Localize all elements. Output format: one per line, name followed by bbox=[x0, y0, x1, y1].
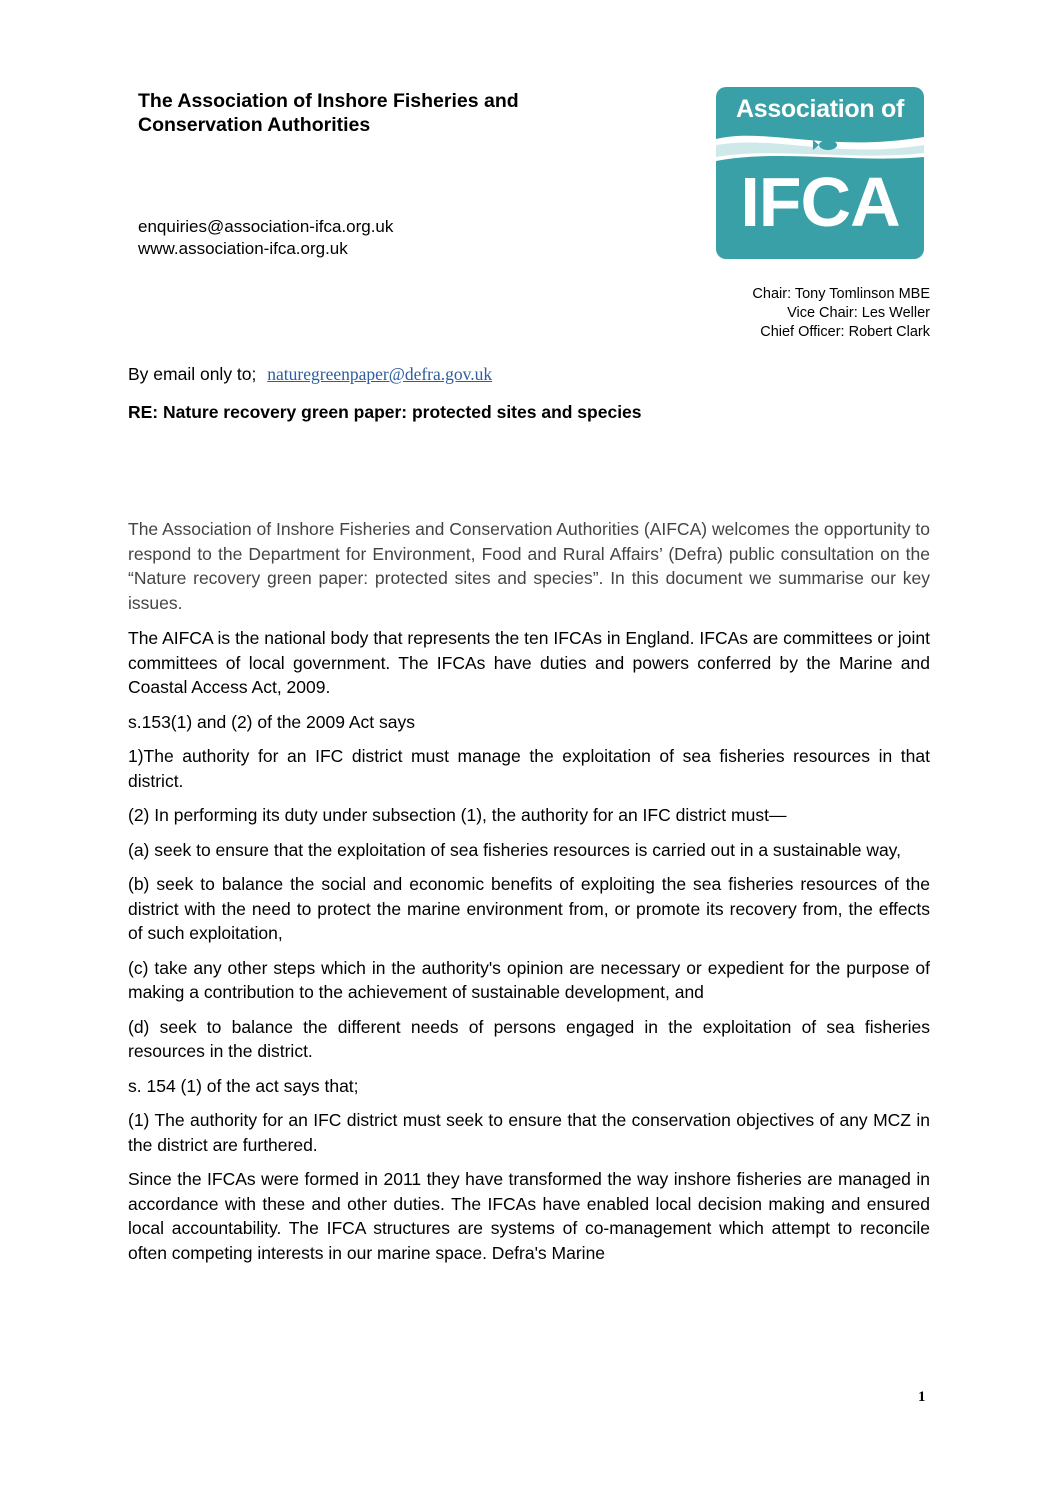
paragraph: The Association of Inshore Fisheries and Conservation Authorities (AIFCA) welcomes the opportunity to respond to the Department for Environment, Food and Rural Affairs’ (Defra) public consultation on the “Nature recovery green paper: protected sites and species”. In this document we summarise our key issues. bbox=[128, 519, 930, 613]
logo-big-text: IFCA bbox=[740, 163, 900, 241]
chair: Chair: Tony Tomlinson MBE bbox=[752, 286, 930, 302]
vice-chair: Vice Chair: Les Weller bbox=[787, 305, 930, 321]
paragraph: 1)The authority for an IFC district must manage the exploitation of sea fisheries resources in that district. bbox=[128, 746, 930, 791]
paragraph: (a) seek to ensure that the exploitation of sea fisheries resources is carried out in a sustainable way, bbox=[128, 839, 901, 860]
paragraph: (2) In performing its duty under subsection (1), the authority for an IFC district must— bbox=[128, 805, 787, 825]
contact-website: www.association-ifca.org.uk bbox=[138, 239, 348, 258]
page-number: 1 bbox=[918, 1389, 926, 1405]
paragraph: (c) take any other steps which in the authority's opinion are necessary or expedient for the purpose of making a contribution to the achievement of sustainable development, and bbox=[128, 957, 930, 1002]
chief-officer: Chief Officer: Robert Clark bbox=[760, 324, 930, 340]
fish-icon bbox=[819, 140, 837, 150]
paragraph: (1) The authority for an IFC district must seek to ensure that the conservation objectives of any MCZ in the district are furthered. bbox=[128, 1110, 930, 1155]
paragraph: (b) seek to balance the social and economic benefits of exploiting the sea fisheries resources of the district with the need to protect the marine environment from, or promote its recovery from, the effects of such exploitation, bbox=[128, 874, 930, 943]
contact-details bbox=[138, 216, 393, 260]
recipient-line bbox=[128, 364, 492, 385]
paragraph: Since the IFCAs were formed in 2011 they have transformed the way inshore fisheries are managed in accordance with these and other duties. The IFCAs have enabled local decision making and ensured local accountability. The IFCA structures are systems of co-management which attempt to reconcile often competing interests in our marine space. Defra's Marine bbox=[128, 1169, 930, 1263]
paragraph: s. 154 (1) of the act says that; bbox=[128, 1075, 359, 1096]
logo-top-text: Association of bbox=[735, 95, 905, 123]
paragraph: s.153(1) and (2) of the 2009 Act says bbox=[128, 711, 415, 732]
recipient-prefix: By email only to; bbox=[128, 364, 257, 384]
organisation-name-line-1: The Association of Inshore Fisheries and bbox=[138, 90, 519, 112]
letter-body bbox=[128, 517, 930, 1275]
paragraph: The AIFCA is the national body that represents the ten IFCAs in England. IFCAs are committees or joint committees of local government. The IFCAs have duties and powers conferred by the Marine and Coastal Access Act, 2009. bbox=[128, 628, 930, 697]
organisation-name-line-2: Conservation Authorities bbox=[138, 114, 371, 136]
paragraph: (d) seek to balance the different needs of persons engaged in the exploitation of sea fisheries resources in the district. bbox=[128, 1016, 930, 1061]
officers-block bbox=[752, 285, 930, 342]
organisation-name bbox=[138, 89, 638, 137]
subject-line: RE: Nature recovery green paper: protected sites and species bbox=[128, 402, 642, 422]
contact-email: enquiries@association-ifca.org.uk bbox=[138, 217, 394, 236]
recipient-email-link[interactable]: naturegreenpaper@defra.gov.uk bbox=[267, 364, 493, 384]
ifca-logo bbox=[716, 87, 924, 259]
